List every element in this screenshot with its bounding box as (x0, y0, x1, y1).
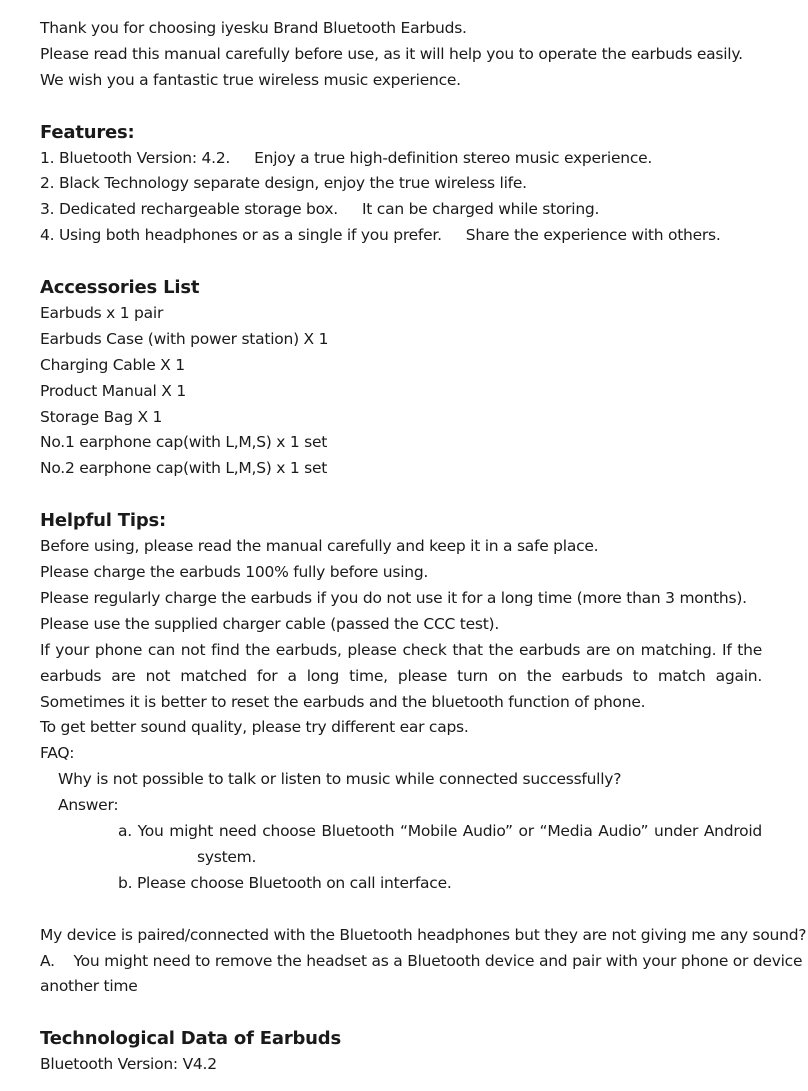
intro-line: Please read this manual carefully before use, as it will help you to operate the earbuds easily. (40, 44, 743, 63)
tech-heading: Technological Data of Earbuds (40, 1028, 341, 1050)
feature-main: 3. Dedicated rechargeable storage box. (40, 200, 338, 219)
feature-extra: It can be charged while storing. (361, 200, 600, 219)
tip-line: Before using, please read the manual carefully and keep it in a safe place. (40, 537, 599, 556)
accessory-item: Storage Bag X 1 (40, 407, 163, 426)
pairing-paragraph: If your phone can not find the earbuds, please check that the earbuds are on matching. If the earbuds are not matched for a long time, please turn on the earbuds to match again. Sometimes it is better to reset the earbuds and the bluetooth function of phone. (40, 640, 762, 711)
answer-label: Answer: (58, 796, 119, 815)
feature-item (40, 171, 762, 197)
accessory-item: Earbuds x 1 pair (40, 303, 164, 322)
accessory-item: No.2 earphone cap(with L,M,S) x 1 set (40, 459, 328, 478)
manual-page (40, 16, 807, 1078)
tip-line: Please use the supplied charger cable (passed the CCC test). (40, 614, 500, 633)
answer-a-continuation: system. (197, 847, 257, 866)
accessory-item: Charging Cable X 1 (40, 355, 185, 374)
feature-extra: Enjoy a true high-definition stereo music experience. (254, 148, 653, 167)
faq-label: FAQ: (40, 744, 75, 763)
tips-heading: Helpful Tips: (40, 510, 167, 532)
feature-main: 1. Bluetooth Version: 4.2. (40, 148, 231, 167)
accessory-item: Product Manual X 1 (40, 381, 186, 400)
intro-line: We wish you a fantastic true wireless music experience. (40, 70, 461, 89)
feature-main: 2. Black Technology separate design, enjoy the true wireless life. (40, 174, 527, 193)
accessories-heading: Accessories List (40, 277, 200, 299)
accessory-item: No.1 earphone cap(with L,M,S) x 1 set (40, 433, 328, 452)
feature-item (40, 197, 762, 223)
feature-item (40, 146, 762, 172)
answer-b: b. Please choose Bluetooth on call interface. (118, 873, 452, 892)
intro-line: Thank you for choosing iyesku Brand Bluetooth Earbuds. (40, 19, 467, 37)
feature-main: 4. Using both headphones or as a single if you prefer. (40, 226, 442, 245)
answer-a-text: a. You might need choose Bluetooth “Mobile Audio” or “Media Audio” under Android (118, 822, 762, 841)
tip-line: Please regularly charge the earbuds if you do not use it for a long time (more than 3 months). (40, 588, 747, 607)
answer-a (40, 819, 762, 871)
faq2-question: My device is paired/connected with the Bluetooth headphones but they are not giving me any sound? (40, 925, 807, 944)
faq2-answer-continuation: another time (40, 977, 138, 996)
faq-question: Why is not possible to talk or listen to music while connected successfully? (58, 770, 622, 789)
feature-extra: Share the experience with others. (465, 226, 721, 245)
sound-tip: To get better sound quality, please try different ear caps. (40, 718, 469, 737)
feature-item (40, 223, 762, 249)
accessory-item: Earbuds Case (with power station) X 1 (40, 329, 329, 348)
tech-bluetooth-version: Bluetooth Version: V4.2 (40, 1055, 217, 1074)
faq2-answer: A. You might need to remove the headset as a Bluetooth device and pair with your phone or device (40, 951, 803, 970)
tip-line: Please charge the earbuds 100% fully before using. (40, 562, 429, 581)
features-heading: Features: (40, 121, 135, 143)
